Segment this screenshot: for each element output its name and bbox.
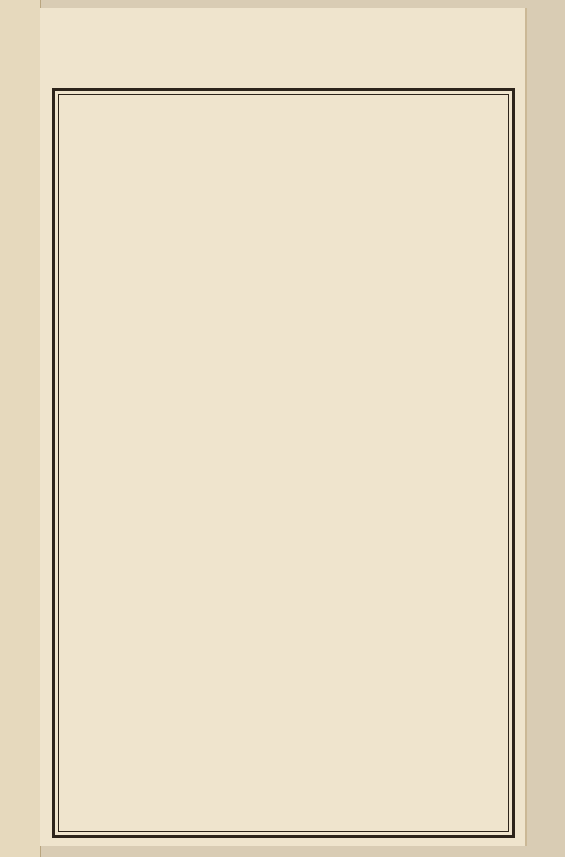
page-frame-inner	[58, 94, 509, 832]
previous-page-edge	[0, 0, 41, 857]
